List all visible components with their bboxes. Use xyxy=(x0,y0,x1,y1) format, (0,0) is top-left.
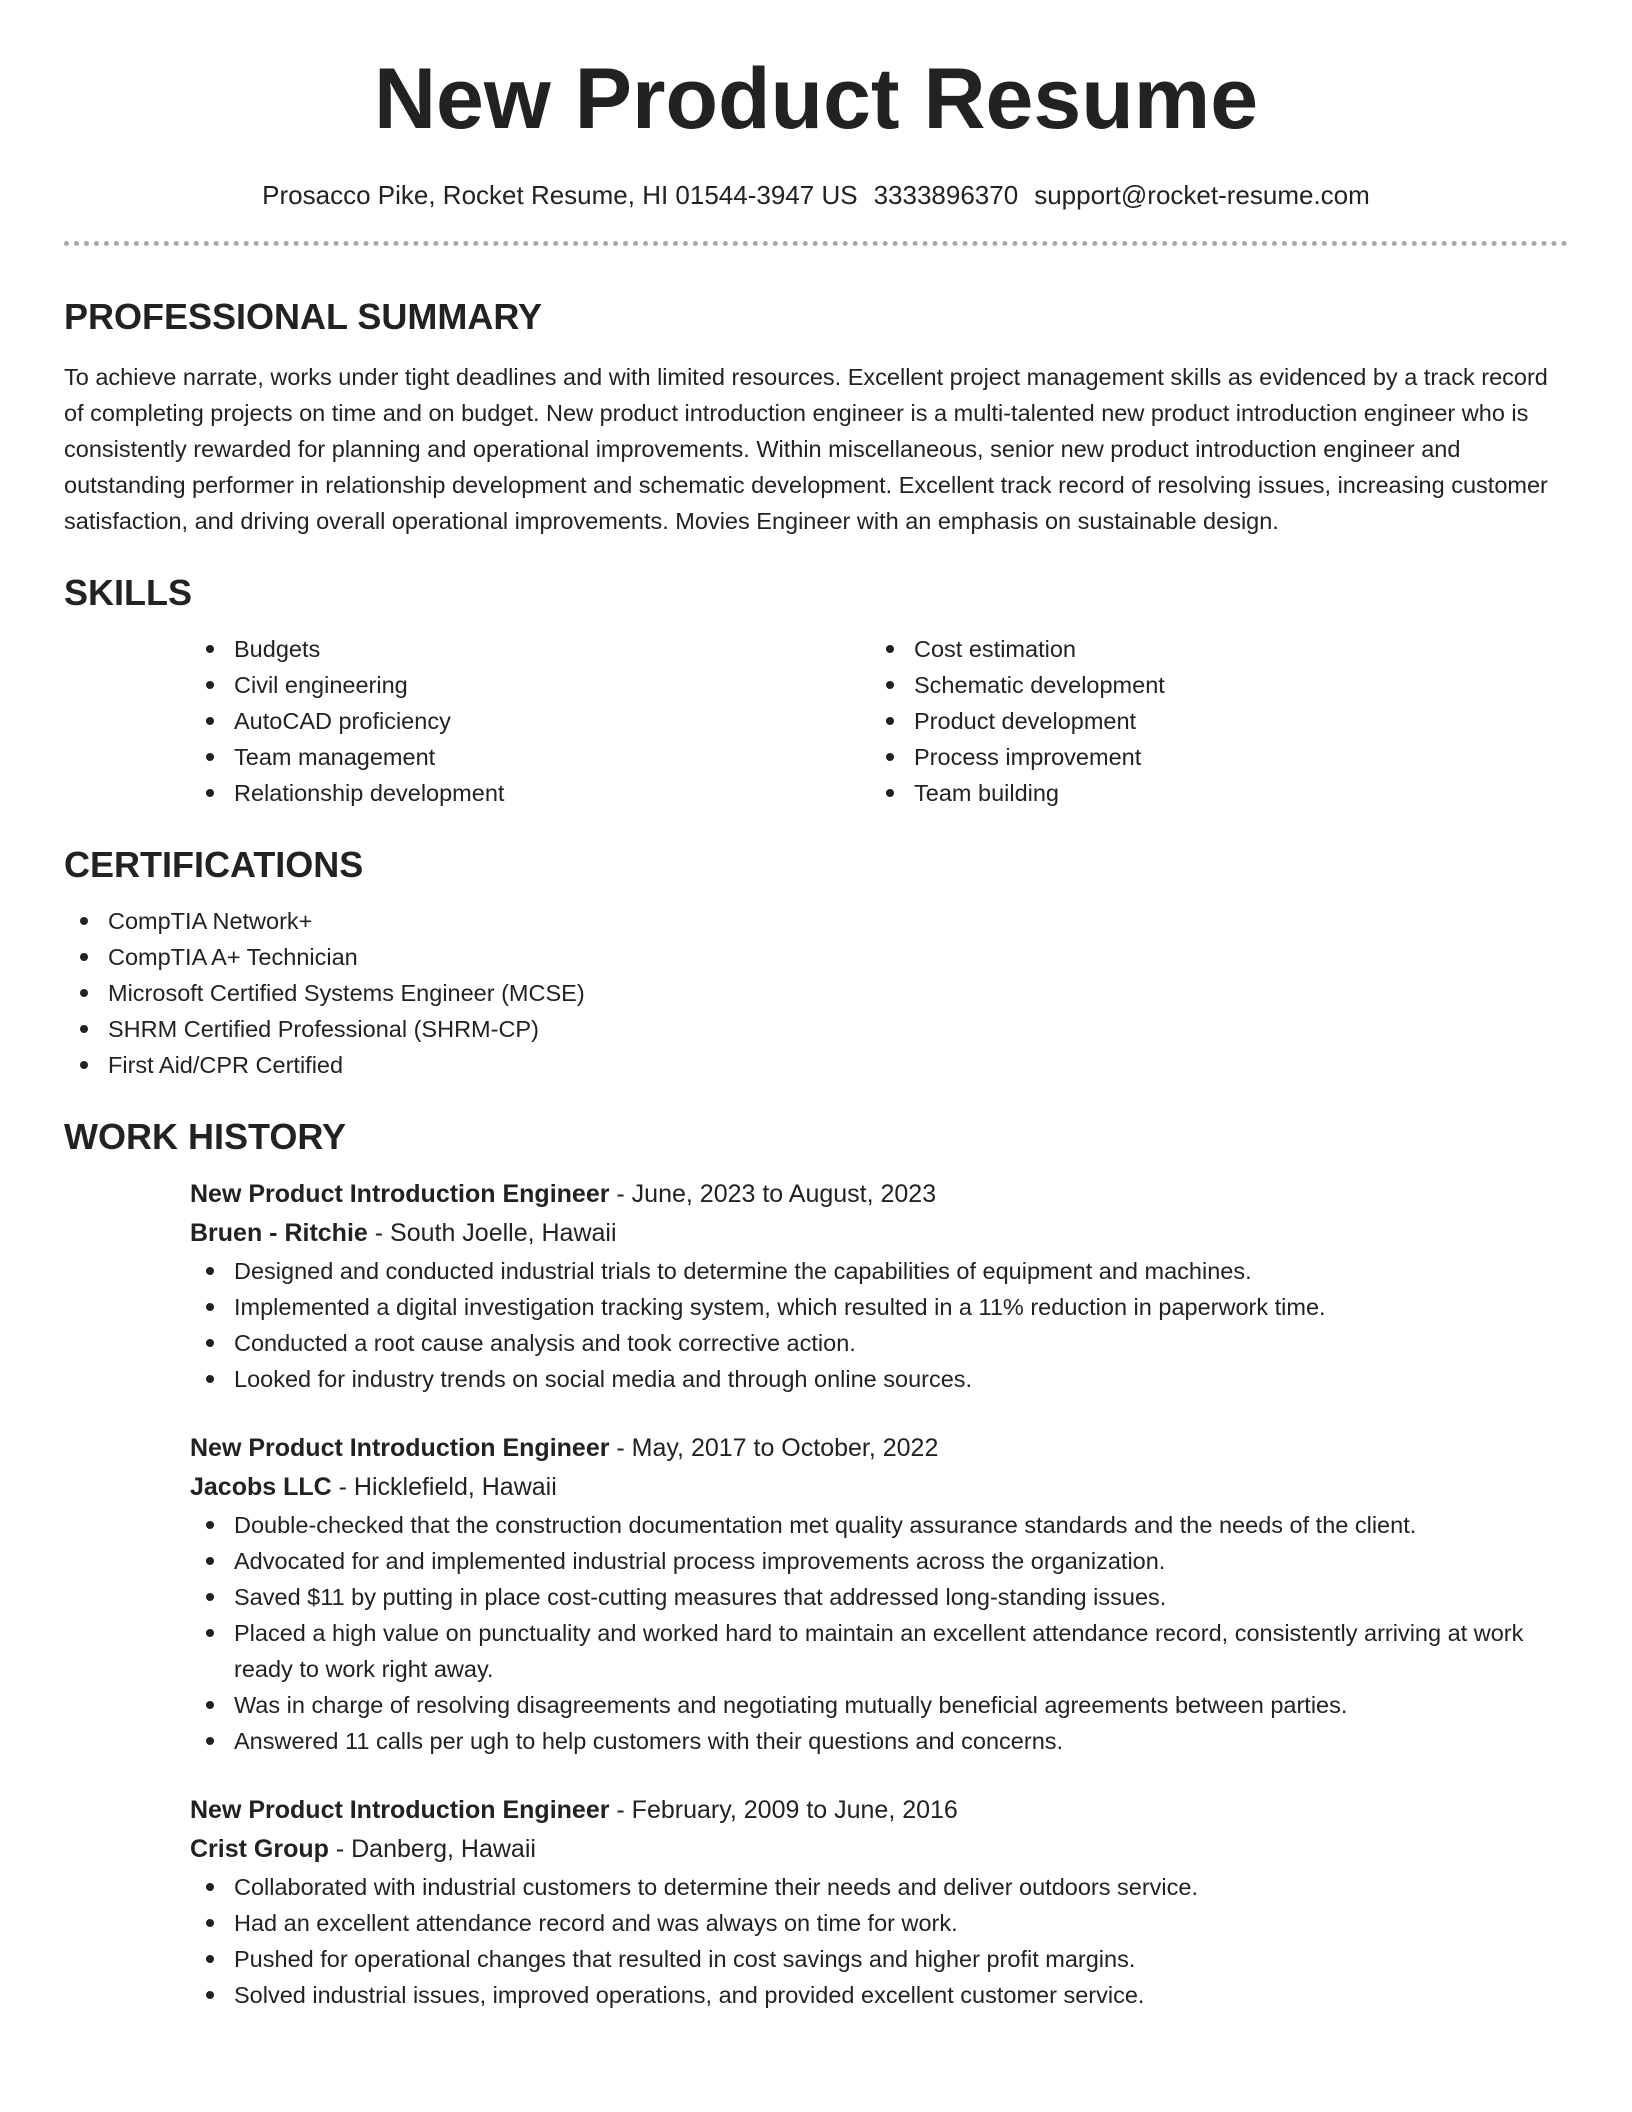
section-title-skills: SKILLS xyxy=(64,572,193,613)
job-dates: - May, 2017 to October, 2022 xyxy=(609,1434,939,1462)
certification-item: CompTIA A+ Technician xyxy=(64,939,1568,975)
job-duty: Was in charge of resolving disagreements and negotiating mutually beneficial agreements between parties. xyxy=(190,1687,1568,1723)
summary-text: To achieve narrate, works under tight deadlines and with limited resources. Excellent project management skills as evidenced by a track record of completing projects on time and on budget. New product introduction engineer is a multi-talented new product introduction engineer who is consistently rewarded for planning and operational improvements. Within miscellaneous, senior new product introduction engineer and outstanding performer in relationship development and schematic development. Excellent track record of resolving issues, increasing customer satisfaction, and driving overall operational improvements. Movies Engineer with an emphasis on sustainable design. xyxy=(64,364,1548,534)
job-location: - South Joelle, Hawaii xyxy=(367,1219,617,1247)
header-divider xyxy=(64,241,1568,246)
work-history-section xyxy=(64,1116,1568,2013)
job-title-line xyxy=(190,1175,1568,1214)
job-title-line xyxy=(190,1791,1568,1830)
certifications-list xyxy=(64,903,1568,1083)
certification-item: First Aid/CPR Certified xyxy=(64,1047,1568,1083)
skills-column-left xyxy=(190,631,870,811)
skills-grid xyxy=(190,631,1568,811)
skill-item: Cost estimation xyxy=(870,631,1550,667)
skill-item: Schematic development xyxy=(870,667,1550,703)
contact-line xyxy=(64,180,1568,211)
job-title-line xyxy=(190,1429,1568,1468)
section-title-certifications: CERTIFICATIONS xyxy=(64,844,364,885)
resume-header xyxy=(64,0,1568,246)
skill-item: Budgets xyxy=(190,631,870,667)
contact-phone: 3333896370 xyxy=(873,180,1019,210)
certifications-section xyxy=(64,844,1568,1083)
job-duty: Pushed for operational changes that resulted in cost savings and higher profit margins. xyxy=(190,1941,1568,1977)
job-duty: Answered 11 calls per ugh to help customers with their questions and concerns. xyxy=(190,1723,1568,1759)
job-company: Crist Group xyxy=(190,1835,329,1863)
skills-section xyxy=(64,572,1568,811)
skill-item: Civil engineering xyxy=(190,667,870,703)
job-duties xyxy=(190,1253,1568,1397)
job-location: - Hicklefield, Hawaii xyxy=(331,1473,557,1501)
job-duty: Implemented a digital investigation tracking system, which resulted in a 11% reduction in paperwork time. xyxy=(190,1289,1568,1325)
job-entry xyxy=(190,1429,1568,1759)
job-duty: Conducted a root cause analysis and took corrective action. xyxy=(190,1325,1568,1361)
job-entry xyxy=(190,1791,1568,2013)
job-duty: Had an excellent attendance record and was always on time for work. xyxy=(190,1905,1568,1941)
job-company-line xyxy=(190,1830,1568,1869)
skill-item: Team management xyxy=(190,739,870,775)
job-role: New Product Introduction Engineer xyxy=(190,1434,610,1462)
contact-email: support@rocket-resume.com xyxy=(1034,180,1370,210)
skills-column-right xyxy=(870,631,1550,811)
resume-name: New Product Resume xyxy=(373,51,1259,147)
job-duties xyxy=(190,1869,1568,2013)
job-duty: Advocated for and implemented industrial process improvements across the organization. xyxy=(190,1543,1568,1579)
skill-item: Team building xyxy=(870,775,1550,811)
job-company-line xyxy=(190,1214,1568,1253)
job-duty: Looked for industry trends on social media and through online sources. xyxy=(190,1361,1568,1397)
contact-address: Prosacco Pike, Rocket Resume, HI 01544-3947 US xyxy=(262,180,858,210)
certification-item: CompTIA Network+ xyxy=(64,903,1568,939)
job-company-line xyxy=(190,1468,1568,1507)
job-company: Bruen - Ritchie xyxy=(190,1219,368,1247)
job-duty: Designed and conducted industrial trials to determine the capabilities of equipment and machines. xyxy=(190,1253,1568,1289)
skill-item: Product development xyxy=(870,703,1550,739)
certification-item: SHRM Certified Professional (SHRM-CP) xyxy=(64,1011,1568,1047)
job-entry xyxy=(190,1175,1568,1397)
certification-item: Microsoft Certified Systems Engineer (MCSE) xyxy=(64,975,1568,1011)
summary-section xyxy=(64,296,1568,539)
job-duty: Saved $11 by putting in place cost-cutting measures that addressed long-standing issues. xyxy=(190,1579,1568,1615)
job-dates: - June, 2023 to August, 2023 xyxy=(609,1180,937,1208)
skill-item: AutoCAD proficiency xyxy=(190,703,870,739)
job-duty: Collaborated with industrial customers to determine their needs and deliver outdoors service. xyxy=(190,1869,1568,1905)
job-duty: Placed a high value on punctuality and worked hard to maintain an excellent attendance record, consistently arriving at work ready to work right away. xyxy=(190,1615,1568,1687)
job-duty: Solved industrial issues, improved operations, and provided excellent customer service. xyxy=(190,1977,1568,2013)
job-role: New Product Introduction Engineer xyxy=(190,1180,610,1208)
job-duties xyxy=(190,1507,1568,1759)
skill-item: Process improvement xyxy=(870,739,1550,775)
skill-item: Relationship development xyxy=(190,775,870,811)
section-title-work-history: WORK HISTORY xyxy=(64,1116,347,1157)
job-location: - Danberg, Hawaii xyxy=(328,1835,536,1863)
job-company: Jacobs LLC xyxy=(190,1473,332,1501)
job-dates: - February, 2009 to June, 2016 xyxy=(609,1796,958,1824)
section-title-summary: PROFESSIONAL SUMMARY xyxy=(64,296,543,337)
job-duty: Double-checked that the construction documentation met quality assurance standards and the needs of the client. xyxy=(190,1507,1568,1543)
job-role: New Product Introduction Engineer xyxy=(190,1796,610,1824)
